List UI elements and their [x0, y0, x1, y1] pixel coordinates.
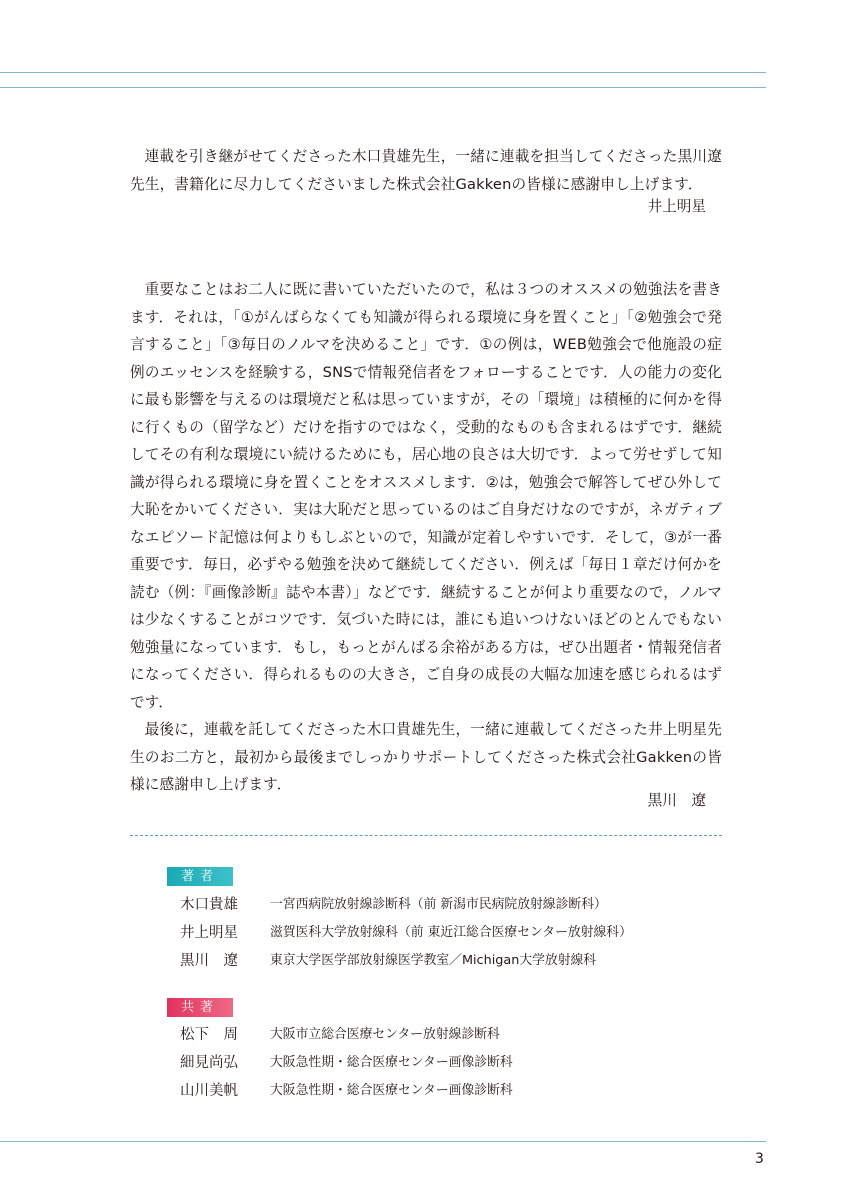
main-paragraph-2: 最後に，連載を託してくださった木口貴雄先生，一緒に連載してくださった井上明星先生のお二方と，最初から最後までしっかりサポートしてくださった株式会社Gakkenの皆様に感謝申し上げます． [130, 721, 722, 793]
coauthor-name: 細見尚弘 [180, 1055, 238, 1071]
coauthors-heading-badge: 共著 [167, 998, 233, 1017]
coauthor-affiliation: 大阪急性期・総合医療センター画像診断科 [270, 1055, 513, 1070]
authors-heading-badge: 著者 [167, 867, 233, 886]
coauthor-affiliation: 大阪急性期・総合医療センター画像診断科 [270, 1083, 513, 1098]
signature-inoue: 井上明星 [647, 198, 706, 215]
coauthor-name: 山川美帆 [180, 1083, 238, 1099]
coauthor-name: 松下 周 [180, 1027, 238, 1043]
section-divider [130, 835, 722, 836]
author-affiliation: 一宮西病院放射線診断科（前 新潟市民病院放射線診断科） [270, 897, 607, 912]
author-name: 木口貴雄 [180, 897, 238, 913]
thanks-paragraph-text: 連載を引き継がせてくださった木口貴雄先生，一緒に連載を担当してくださった黒川遼先生，書籍化に尽力してくださいました株式会社Gakkenの皆様に感謝申し上げます． [130, 148, 722, 193]
bottom-rule [0, 1141, 766, 1142]
page-number: 3 [755, 1151, 764, 1167]
main-paragraph-1: 重要なことはお二人に既に書いていただいたので，私は３つのオススメの勉強法を書きます．それは，「①がんばらなくても知識が得られる環境に身を置くこと」「②勉強会で発言すること」「③毎日のノルマを決めること」です．①の例は，WEB勉強会で他施設の症例のエッセンスを経験する，SNSで情報発信者をフォローすることです．人の能力の変化に最も影響を与えるのは環境だと私は思っていますが，その「環境」は積極的に何かを得に行くもの（留学など）だけを指すのではなく，受動的なものも含まれるはずです．継続してその有利な環境にい続けるためにも，居心地の良さは大切です．よって労せずして知識が得られる環境に身を置くことをオススメします．②は，勉強会で解答してぜひ外して大恥をかいてください．実は大恥だと思っているのはご自身だけなのですが，ネガティブなエピソード記憶は何よりもしぶといので，知識が定着しやすいです．そして，③が一番重要です．毎日，必ずやる勉強を決めて継続してください．例えば「毎日１章だけ何かを読む（例：『画像診断』誌や本書）」などです．継続することが何より重要なので，ノルマは少なくすることがコツです．気づいた時には，誰にも追いつけないほどのとんでもない勉強量になっています．もし，もっとがんばる余裕がある方は，ぜひ出題者・情報発信者になってください．得られるものの大きさ，ご自身の成長の大幅な加速を感じられるはずです． [130, 281, 722, 711]
author-affiliation: 東京大学医学部放射線医学教室／Michigan大学放射線科 [270, 953, 597, 968]
thanks-paragraph [130, 143, 722, 198]
top-rule-upper [0, 72, 766, 73]
main-body [130, 276, 722, 799]
coauthor-affiliation: 大阪市立総合医療センター放射線診断科 [270, 1027, 500, 1042]
author-name: 黒川 遼 [180, 953, 238, 969]
top-rule-lower [0, 87, 766, 88]
author-affiliation: 滋賀医科大学放射線科（前 東近江総合医療センター放射線科） [270, 925, 632, 940]
signature-kurokawa: 黒川 遼 [647, 792, 706, 809]
author-name: 井上明星 [180, 925, 238, 941]
